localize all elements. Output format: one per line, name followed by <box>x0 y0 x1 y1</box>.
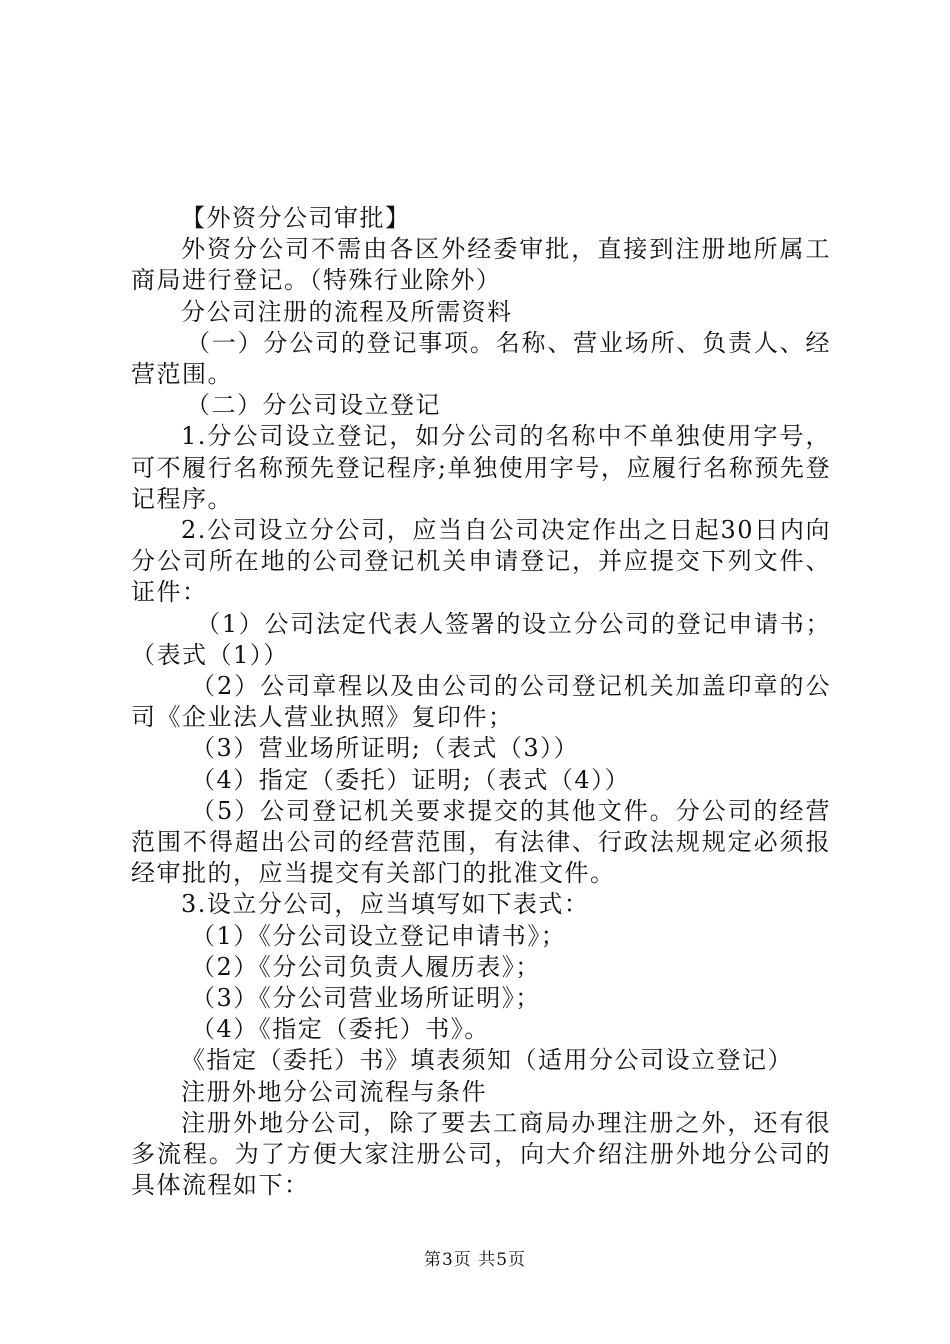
form-item-2: （2）《分公司负责人履历表》； <box>191 952 541 981</box>
document-item-3: （3）营业场所证明;（表式（3）） <box>191 734 580 763</box>
document-item-5: （5）公司登记机关要求提交的其他文件。分公司的经营范围不得超出公司的经营范围，有法律、行政法规规定必须报经审批的，应当提交有关部门的批准文件。 <box>131 796 831 888</box>
page-number-footer: 第3页 共5页 <box>423 1250 527 1270</box>
document-item-1: （1）公司法定代表人签署的设立分公司的登记申请书；（表式（1）） <box>131 609 831 669</box>
document-item-4: （4）指定（委托）证明;（表式（4）） <box>191 765 631 794</box>
form-item-4: （4）《指定（委托）书》。 <box>191 1015 490 1044</box>
note-entrust-form: 《指定（委托）书》填表须知（适用分公司设立登记） <box>181 1046 793 1075</box>
form-item-1: （1）《分公司设立登记申请书》； <box>191 921 567 950</box>
point-1: 1.分公司设立登记，如分公司的名称中不单独使用字号，可不履行名称预先登记程序;单独使用字号，应履行名称预先登记程序。 <box>131 422 831 513</box>
paragraph-foreign-branch: 外资分公司不需由各区外经委审批，直接到注册地所属工商局进行登记。（特殊行业除外） <box>131 235 831 295</box>
document-body <box>131 203 831 1202</box>
point-2: 2.公司设立分公司，应当自公司决定作出之日起30日内向分公司所在地的公司登记机关申请登记，并应提交下列文件、证件： <box>131 516 831 607</box>
form-item-3: （3）《分公司营业场所证明》； <box>191 984 541 1013</box>
document-item-2: （2）公司章程以及由公司的公司登记机关加盖印章的公司《企业法人营业执照》复印件； <box>131 672 831 732</box>
item-establishment-registration: （二）分公司设立登记 <box>186 391 441 420</box>
item-registration-matters: （一）分公司的登记事项。名称、营业场所、负责人、经营范围。 <box>131 328 831 389</box>
heading-foreign-approval: 【外资分公司审批】 <box>181 204 411 232</box>
point-3: 3.设立分公司，应当填写如下表式： <box>181 890 590 919</box>
paragraph-remote-branch: 注册外地分公司，除了要去工商局办理注册之外，还有很多流程。为了方便大家注册公司，向大介绍注册外地分公司的具体流程如下： <box>131 1108 831 1200</box>
section-remote-branch: 注册外地分公司流程与条件 <box>181 1077 487 1106</box>
section-branch-process: 分公司注册的流程及所需资料 <box>181 297 513 326</box>
